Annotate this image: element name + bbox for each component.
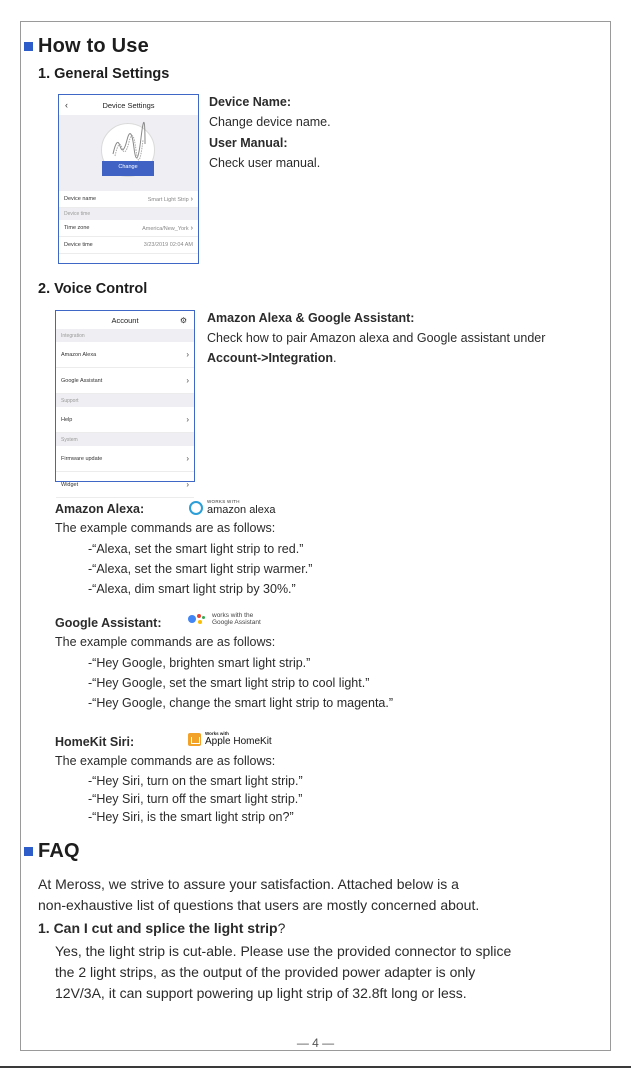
voice-control-heading: 2. Voice Control	[38, 281, 148, 297]
chevron-right-icon: ›	[186, 350, 189, 359]
group-integration: Integration	[56, 329, 194, 342]
alexa-ring-icon	[189, 501, 203, 515]
faq-intro-line: At Meross, we strive to assure your satisfaction. Attached below is a	[38, 876, 459, 892]
faq-answer-line: the 2 light strips, as the output of the provided power adapter is only	[55, 964, 476, 980]
google-intro: The example commands are as follows:	[55, 635, 276, 649]
group-device-time: Device time	[59, 208, 198, 220]
back-chevron-icon: ‹	[65, 100, 68, 110]
google-command: -“Hey Google, set the smart light strip to cool light.”	[88, 676, 370, 690]
google-assistant-icon	[188, 613, 206, 627]
homekit-house-icon	[188, 733, 201, 746]
general-settings-heading: 1. General Settings	[38, 66, 170, 82]
google-badge: works with the Google Assistant	[188, 613, 261, 627]
device-image-area	[59, 115, 198, 191]
alexa-intro: The example commands are as follows:	[55, 521, 276, 535]
assistants-desc: Check how to pair Amazon alexa and Google assistant under	[207, 331, 546, 345]
row-help: Help ›	[56, 407, 194, 433]
homekit-intro: The example commands are as follows:	[55, 754, 276, 768]
chevron-right-icon: ›	[186, 454, 189, 463]
phone-title: Account	[111, 315, 139, 325]
device-name-label: Device Name:	[209, 95, 291, 109]
faq-answer-line: Yes, the light strip is cut-able. Please use the provided connector to splice	[55, 943, 512, 959]
gear-icon: ⚙	[179, 315, 187, 325]
homekit-command: -“Hey Siri, turn off the smart light strip.”	[88, 792, 303, 806]
faq-question-1: 1. Can I cut and splice the light strip?	[38, 920, 286, 936]
row-firmware-update: Firmware update ›	[56, 446, 194, 472]
change-image-button: Change	[102, 161, 154, 176]
device-settings-screenshot	[58, 94, 199, 264]
row-amazon-alexa: Amazon Alexa ›	[56, 342, 194, 368]
group-support: Support	[56, 394, 194, 407]
assistants-label: Amazon Alexa & Google Assistant:	[207, 311, 415, 325]
bottom-rule	[0, 1066, 631, 1068]
homekit-command: -“Hey Siri, is the smart light strip on?”	[88, 810, 294, 824]
device-avatar	[101, 123, 155, 177]
phone-header	[56, 311, 194, 329]
phone-header	[59, 95, 198, 115]
homekit-command: -“Hey Siri, turn on the smart light strip.”	[88, 774, 303, 788]
homekit-label: HomeKit Siri:	[55, 735, 135, 749]
user-manual-desc: Check user manual.	[209, 156, 321, 170]
section-square-icon	[24, 847, 33, 856]
row-device-name: Device name Smart Light Strip ›	[59, 191, 198, 208]
section-title-text: How to Use	[38, 35, 149, 57]
light-strip-icon	[111, 134, 147, 158]
section-title-text: FAQ	[38, 840, 80, 862]
row-time-zone: Time zone America/New_York ›	[59, 220, 198, 237]
homekit-badge: Works with Apple HomeKit	[188, 732, 272, 747]
chevron-right-icon: ›	[186, 480, 189, 489]
alexa-badge: WORKS WITH amazon alexa	[189, 500, 276, 516]
phone-title: Device Settings	[102, 100, 155, 110]
row-google-assistant: Google Assistant ›	[56, 368, 194, 394]
account-screenshot	[55, 310, 195, 489]
device-name-desc: Change device name.	[209, 115, 331, 129]
google-label: Google Assistant:	[55, 616, 162, 630]
chevron-right-icon: ›	[186, 376, 189, 385]
alexa-command: -“Alexa, set the smart light strip to red.”	[88, 542, 304, 556]
alexa-command: -“Alexa, set the smart light strip warmer.”	[88, 562, 313, 576]
faq-answer-line: 12V/3A, it can support powering up light strip of 32.8ft long or less.	[55, 985, 467, 1001]
chevron-right-icon: ›	[186, 415, 189, 424]
section-title-how-to-use	[24, 35, 149, 58]
row-device-time: Device time 3/23/2019 02:04 AM	[59, 237, 198, 254]
google-command: -“Hey Google, brighten smart light strip.”	[88, 656, 311, 670]
page-number: — 4 —	[296, 1036, 335, 1050]
alexa-label: Amazon Alexa:	[55, 502, 145, 516]
google-command: -“Hey Google, change the smart light strip to magenta.”	[88, 696, 394, 710]
assistants-path-line: Account->Integration.	[207, 351, 337, 365]
alexa-command: -“Alexa, dim smart light strip by 30%.”	[88, 582, 296, 596]
group-system: System	[56, 433, 194, 446]
user-manual-label: User Manual:	[209, 136, 288, 150]
section-square-icon	[24, 42, 33, 51]
row-widget: Widget ›	[56, 472, 194, 498]
faq-intro-line: non-exhaustive list of questions that users are mostly concerned about.	[38, 897, 480, 913]
section-title-faq	[24, 840, 80, 863]
